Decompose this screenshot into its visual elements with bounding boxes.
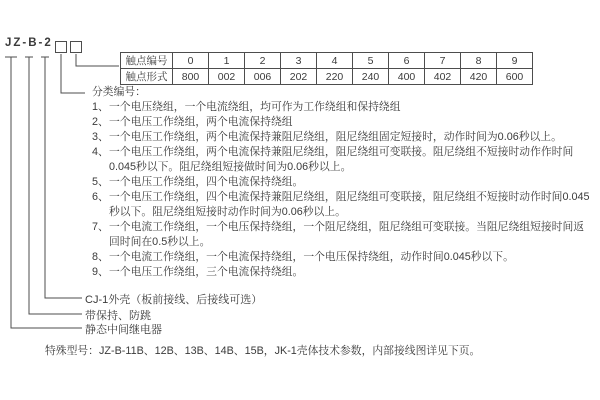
contact-form-row — [121, 69, 533, 85]
leader-line-hold — [25, 57, 82, 314]
classification-item-6 — [92, 190, 594, 220]
item-text: 一个电压工作绕组，三个电流保持绕组。 — [109, 266, 304, 278]
contact-number-cell: 6 — [389, 53, 425, 69]
contact-number-cell: 5 — [353, 53, 389, 69]
contact-form-cell: 800 — [173, 69, 209, 85]
item-number: 1、 — [92, 101, 109, 113]
contact-form-cell: 420 — [461, 69, 497, 85]
special-model-note: 特殊型号：JZ-B-11B、12B、13B、14B、15B，JK-1壳体技术参数，内部接线图详见下页。 — [45, 345, 481, 357]
case-type-label: CJ-1外壳（板前接线、后接线可选） — [85, 294, 263, 306]
contact-form-cell: 600 — [497, 69, 533, 85]
classification-item-7 — [92, 220, 594, 250]
leader-line-classification — [61, 54, 85, 93]
classification-item-2 — [92, 115, 594, 130]
model-placeholder-box-1 — [55, 41, 67, 53]
classification-item-8 — [92, 250, 594, 265]
contact-code-table — [120, 52, 533, 85]
contact-form-cell: 240 — [353, 69, 389, 85]
contact-number-cell: 1 — [209, 53, 245, 69]
item-text: 一个电流工作绕组，一个电压保持绕组，一个阻尼绕组，阻尼绕组可变联接。当阻尼绕组短接时间返回时间在0.5秒以上。 — [109, 221, 585, 248]
classification-item-5 — [92, 175, 594, 190]
contact-form-cell: 400 — [389, 69, 425, 85]
contact-form-cell: 220 — [317, 69, 353, 85]
classification-title: 分类编号： — [92, 86, 146, 98]
leader-line-relay — [5, 57, 82, 328]
model-number-text: JZ-B-2 — [5, 37, 53, 49]
contact-number-header: 触点编号 — [121, 53, 173, 69]
contact-number-cell: 4 — [317, 53, 353, 69]
contact-number-cell: 0 — [173, 53, 209, 69]
item-text: 一个电压工作绕组，两个电流保持兼阻尼绕组，阻尼绕组固定短接时，动作时间为0.06秒以上。 — [109, 131, 562, 143]
contact-form-cell: 202 — [281, 69, 317, 85]
classification-item-9 — [92, 265, 594, 280]
hold-antipump-label: 带保持、防跳 — [85, 310, 151, 322]
item-number: 6、 — [92, 191, 109, 203]
item-text: 一个电压绕组，一个电流绕组，均可作为工作绕组和保持绕组 — [109, 101, 401, 113]
contact-number-cell: 8 — [461, 53, 497, 69]
classification-item-4 — [92, 145, 594, 175]
item-number: 7、 — [92, 221, 109, 233]
contact-form-header: 触点形式 — [121, 69, 173, 85]
classification-item-1 — [92, 100, 594, 115]
item-number: 4、 — [92, 146, 109, 158]
contact-number-cell: 2 — [245, 53, 281, 69]
item-number: 9、 — [92, 266, 109, 278]
classification-item-3 — [92, 130, 594, 145]
relay-type-label: 静态中间继电器 — [85, 324, 162, 336]
model-placeholder-box-2 — [70, 41, 82, 53]
contact-form-cell: 002 — [209, 69, 245, 85]
classification-list — [92, 85, 594, 280]
item-number: 3、 — [92, 131, 109, 143]
leader-line-case — [41, 57, 82, 298]
item-text: 一个电压工作绕组，两个电流保持绕组 — [109, 116, 293, 128]
contact-number-cell: 7 — [425, 53, 461, 69]
contact-number-cell: 9 — [497, 53, 533, 69]
item-text: 一个电压工作绕组，两个电流保持兼阻尼绕组，阻尼绕组可变联接。阻尼绕组不短接时动作作时间0.045秒以下。阻尼绕组短接做时间为0.06秒以上。 — [109, 146, 574, 173]
item-text: 一个电压工作绕组，四个电流保持兼阻尼绕组，阻尼绕组可变联接，阻尼绕组不短接时动作时间0.045秒以下。阻尼绕组短接时动作时间为0.06秒以上。 — [109, 191, 590, 218]
item-number: 5、 — [92, 176, 109, 188]
contact-form-cell: 006 — [245, 69, 281, 85]
item-number: 8、 — [92, 251, 109, 263]
item-number: 2、 — [92, 116, 109, 128]
contact-form-cell: 402 — [425, 69, 461, 85]
contact-number-row — [121, 53, 533, 69]
item-text: 一个电流工作绕组，一个电流保持绕组，一个电压保持绕组，动作时间0.045秒以下。 — [109, 251, 514, 263]
leader-line-contact-table — [76, 54, 119, 66]
item-text: 一个电压工作绕组，四个电流保持绕组。 — [109, 176, 304, 188]
contact-number-cell: 3 — [281, 53, 317, 69]
